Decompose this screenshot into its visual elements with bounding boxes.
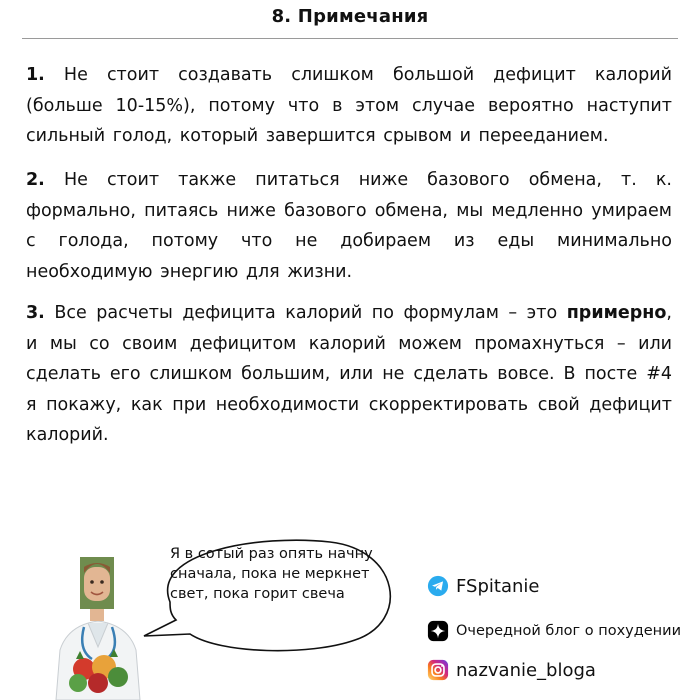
title-divider xyxy=(22,38,678,39)
instagram-link[interactable] xyxy=(427,659,596,681)
note-1 xyxy=(26,60,672,152)
doctor-illustration xyxy=(48,555,148,700)
note-3 xyxy=(26,298,672,451)
note-3-text-before: Все расчеты дефицита калорий по формулам – это xyxy=(54,303,558,323)
note-3-number: 3. xyxy=(26,303,45,323)
note-3-text-after: , и мы со своим дефицитом калорий можем промахнуться – или сделать его слишком большим, или не сделать вовсе. В посте #4 я покажу, как при необходимости скорректировать свой дефицит калорий. xyxy=(26,303,672,445)
zen-link[interactable] xyxy=(427,620,681,642)
telegram-link[interactable] xyxy=(427,575,539,597)
telegram-label: FSpitanie xyxy=(456,575,540,597)
speech-bubble-text: Я в сотый раз опять начну сначала, пока не меркнет свет, пока горит свеча xyxy=(170,546,373,602)
instagram-label: nazvanie_bloga xyxy=(456,659,596,681)
zen-icon xyxy=(427,620,449,642)
instagram-icon xyxy=(427,659,449,681)
note-1-number: 1. xyxy=(26,65,45,85)
note-2-text: Не стоит также питаться ниже базового обмена, т. к. формально, питаясь ниже базового обмена, мы медленно умираем с голода, потому что не добираем из еды минимально необходимую энергию для жизни. xyxy=(26,170,672,282)
page-title: 8. Примечания xyxy=(271,6,429,27)
note-1-text: Не стоит создавать слишком большой дефицит калорий (больше 10-15%), потому что в этом случае вероятно наступит сильный голод, который завершится срывом и перееданием. xyxy=(26,65,672,146)
note-2-number: 2. xyxy=(26,170,45,190)
note-3-bold-word: примерно xyxy=(566,303,667,323)
note-2 xyxy=(26,165,672,287)
telegram-icon xyxy=(427,575,449,597)
zen-label: Очередной блог о похудении xyxy=(456,623,682,639)
